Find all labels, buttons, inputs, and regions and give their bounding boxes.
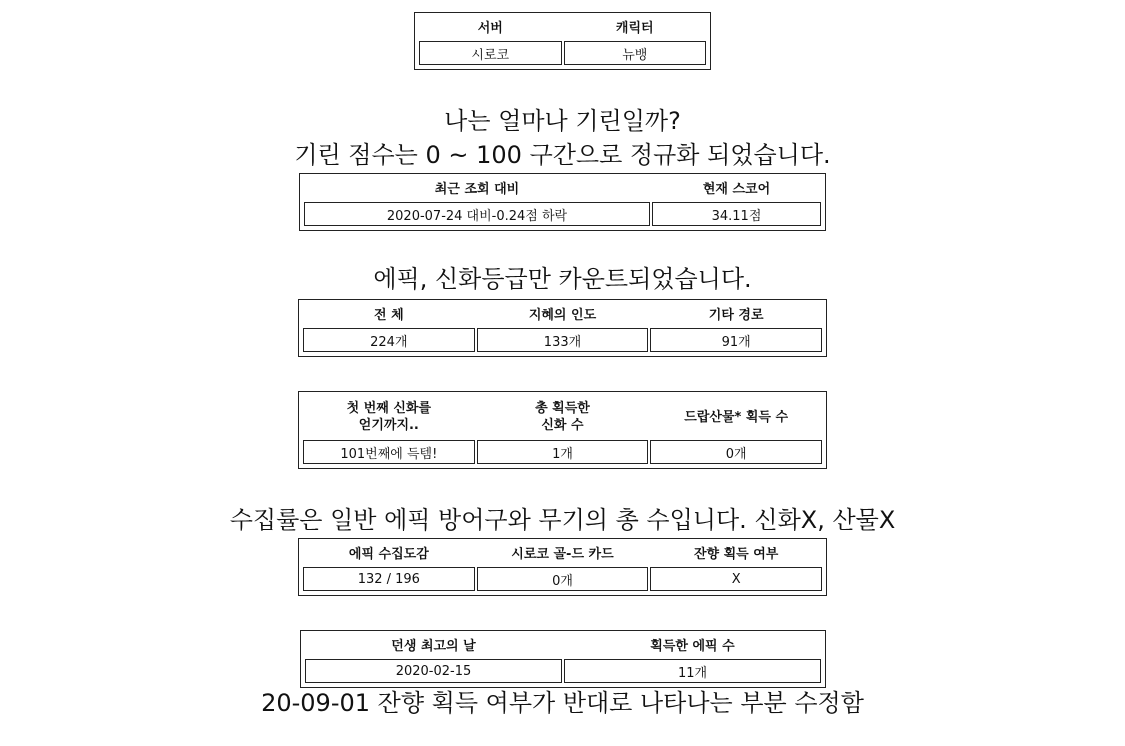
kirin-question-heading: 나는 얼마나 기린일까? [444, 107, 681, 135]
kirin-note-heading: 기린 점수는 0 ~ 100 구간으로 정규화 되었습니다. [294, 141, 831, 169]
drop-item-value: 0개 [650, 440, 822, 464]
recent-compare-header: 최근 조회 대비 [434, 181, 520, 197]
echo-obtained-header: 잔향 획득 여부 [693, 546, 779, 562]
count-note-heading: 에픽, 신화등급만 카운트되었습니다. [373, 265, 752, 293]
epic-count-value: 11개 [564, 659, 821, 683]
character-header: 캐릭터 [615, 20, 654, 36]
total-mythic-value: 1개 [477, 440, 649, 464]
epic-collection-value: 132 / 196 [303, 567, 475, 591]
first-mythic-header: 첫 번째 신화를 얻기까지.. [346, 401, 432, 433]
gold-card-header: 시로코 골-드 카드 [511, 546, 614, 562]
server-value: 시로코 [419, 41, 562, 65]
count-table [298, 299, 827, 357]
collection-note-heading: 수집률은 일반 에픽 방어구와 무기의 총 수입니다. 신화X, 산물X [229, 506, 896, 534]
total-header: 전 체 [374, 307, 404, 323]
best-day-header: 던생 최고의 날 [391, 638, 476, 654]
total-mythic-header: 총 획득한 신화 수 [535, 401, 590, 433]
mythic-table [298, 391, 827, 469]
score-table [299, 173, 826, 231]
recent-compare-value: 2020-07-24 대비-0.24점 하락 [304, 202, 650, 226]
collection-table [298, 538, 827, 596]
gold-card-value: 0개 [477, 567, 649, 591]
current-score-value: 34.11점 [652, 202, 821, 226]
dungeon-best-day-table [300, 630, 826, 688]
wisdom-guide-value: 133개 [477, 328, 649, 352]
server-character-table [414, 12, 711, 70]
server-header: 서버 [477, 20, 503, 36]
first-mythic-value: 101번째에 득템! [303, 440, 475, 464]
other-route-value: 91개 [650, 328, 822, 352]
drop-item-header: 드랍산물* 획득 수 [684, 409, 789, 425]
character-value: 뉴뱅 [564, 41, 707, 65]
total-value: 224개 [303, 328, 475, 352]
epic-collection-header: 에픽 수집도감 [348, 546, 429, 562]
best-day-value: 2020-02-15 [305, 659, 562, 683]
epic-count-header: 획득한 에픽 수 [650, 638, 735, 654]
current-score-header: 현재 스코어 [702, 181, 771, 197]
echo-obtained-value: X [650, 567, 822, 591]
wisdom-guide-header: 지혜의 인도 [528, 307, 597, 323]
other-route-header: 기타 경로 [708, 307, 764, 323]
update-note-heading: 20-09-01 잔향 획득 여부가 반대로 나타나는 부분 수정함 [261, 689, 864, 717]
